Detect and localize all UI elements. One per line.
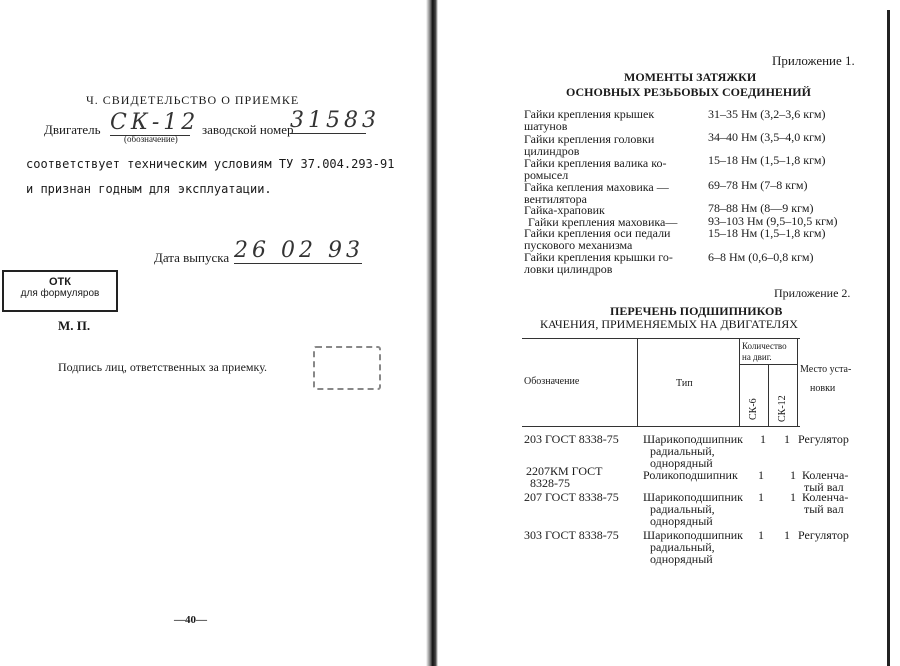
torque-name-line2: шатунов <box>524 119 568 133</box>
certificate-title: Ч. СВИДЕТЕЛЬСТВО О ПРИЕМКЕ <box>86 93 300 107</box>
torque-name-line1: Гайки крепления крышки го- <box>524 250 673 264</box>
torque-name-line1: Гайка-храповик <box>524 203 605 217</box>
bearing-type-line2: радиальный, <box>650 444 715 458</box>
bearing-qty-sk12: 1 <box>784 432 790 446</box>
torque-value: 93–103 Нм (9,5–10,5 кгм) <box>708 214 838 228</box>
bearing-designation: 303 ГОСТ 8338-75 <box>524 528 619 542</box>
book-gutter <box>426 0 438 666</box>
conformity-text: соответствует техническим условиям ТУ 37.004.293-91 <box>26 157 395 171</box>
bearing-qty-sk12: 1 <box>784 528 790 542</box>
table-top-rule <box>522 338 800 339</box>
bearing-type-line2: радиальный, <box>650 502 715 516</box>
header-place-line2: новки <box>810 383 836 394</box>
bearing-place-line2: тый вал <box>804 502 844 516</box>
bearing-place-line2: тый вал <box>804 480 844 494</box>
bearing-type-line1: Шарикоподшипник <box>643 432 744 446</box>
torque-name-line1: Гайки крепления маховика— <box>528 215 678 229</box>
engine-label: Двигатель <box>44 122 101 137</box>
torque-value: 34–40 Нм (3,5–4,0 кгм) <box>708 130 826 144</box>
torque-name-line2: пускового механизма <box>524 238 633 252</box>
bearing-qty-sk12: 1 <box>790 468 796 482</box>
bearing-place: Коленча- <box>802 490 849 504</box>
torque-value: 15–18 Нм (1,5–1,8 кгм) <box>708 153 826 167</box>
signature-text: Подпись лиц, ответственных за приемку. <box>58 360 267 374</box>
torque-name-line2: ромысел <box>524 168 569 182</box>
bearing-place: Регулятор <box>798 432 849 446</box>
torque-name-line1: Гайки крепления оси педали <box>524 226 671 240</box>
torque-name-line2: цилиндров <box>524 144 580 158</box>
bearing-qty-sk12: 1 <box>790 490 796 504</box>
torque-name-line1: Гайка кепления маховика — <box>524 180 669 194</box>
mp-label: М. П. <box>58 318 91 333</box>
release-date-label: Дата выпуска <box>154 250 230 265</box>
bearing-type-line1: Роликоподшипник <box>643 468 738 482</box>
header-bottom-rule <box>522 426 800 427</box>
bearing-type-line1: Шарикоподшипник <box>643 528 744 542</box>
torque-value: 6–8 Нм (0,6–0,8 кгм) <box>708 250 814 264</box>
bearing-qty-sk6: 1 <box>758 490 764 504</box>
appendix2-title-line2: КАЧЕНИЯ, ПРИМЕНЯЕМЫХ НА ДВИГАТЕЛЯХ <box>540 317 798 331</box>
torque-value: 31–35 Нм (3,2–3,6 кгм) <box>708 107 826 121</box>
bearing-designation: 2207КМ ГОСТ <box>526 464 603 478</box>
otk-title: ОТК <box>49 276 71 288</box>
torque-name-line2: ловки цилиндров <box>524 262 613 276</box>
designation-note: (обозначение) <box>124 134 178 144</box>
appendix2-title-line1: ПЕРЕЧЕНЬ ПОДШИПНИКОВ <box>610 304 783 318</box>
torque-name-line2: вентилятора <box>524 192 587 206</box>
torque-name-line1: Гайки крепления валика ко- <box>524 156 667 170</box>
left-page-number: —40— <box>174 614 207 626</box>
header-quantity: Количество на двиг. <box>742 341 787 362</box>
otk-subtitle: для формуляров <box>20 288 100 299</box>
col-divider-1 <box>637 338 638 426</box>
appendix1-title-line2: ОСНОВНЫХ РЕЗЬБОВЫХ СОЕДИНЕНИЙ <box>566 85 811 99</box>
bearing-designation: 203 ГОСТ 8338-75 <box>524 432 619 446</box>
bearing-place: Коленча- <box>802 468 849 482</box>
serial-value: 31583 <box>290 108 380 133</box>
page-edge <box>887 10 890 666</box>
engine-value: СК-12 <box>110 110 200 135</box>
bearing-qty-sk6: 1 <box>760 432 766 446</box>
torque-name-line1: Гайки крепления крышек <box>524 107 655 121</box>
bearing-designation-line2: 8328-75 <box>530 476 570 490</box>
otk-stamp <box>2 270 118 312</box>
header-place-line1: Место уста- <box>800 364 852 375</box>
appendix2-label: Приложение 2. <box>774 286 851 300</box>
approval-text: и признан годным для эксплуатации. <box>26 182 272 196</box>
torque-value: 15–18 Нм (1,5–1,8 кгм) <box>708 226 826 240</box>
release-date-value: 26 02 93 <box>234 238 364 263</box>
header-type: Тип <box>676 378 693 389</box>
bearing-qty-sk6: 1 <box>758 528 764 542</box>
bearing-designation: 207 ГОСТ 8338-75 <box>524 490 619 504</box>
bearing-type-line3: однорядный <box>650 456 713 470</box>
col-divider-2 <box>739 338 740 426</box>
torque-value: 69–78 Нм (7–8 кгм) <box>708 178 808 192</box>
col-divider-4 <box>797 338 798 426</box>
header-sk6: СК-6 <box>748 398 759 420</box>
header-sk12: СК-12 <box>777 395 788 422</box>
serial-label: заводской номер <box>202 122 294 137</box>
bearing-type-line3: однорядный <box>650 514 713 528</box>
col-divider-3 <box>768 364 769 426</box>
bearing-type-line3: однорядный <box>650 552 713 566</box>
appendix1-label: Приложение 1. <box>772 53 855 68</box>
bearing-type-line1: Шарикоподшипник <box>643 490 744 504</box>
signature-stamp <box>313 346 381 390</box>
bearing-type-line2: радиальный, <box>650 540 715 554</box>
torque-name-line1: Гайки крепления головки <box>524 132 655 146</box>
bearing-qty-sk6: 1 <box>758 468 764 482</box>
header-designation: Обозначение <box>524 376 580 387</box>
torque-value: 78–88 Нм (8—9 кгм) <box>708 201 814 215</box>
bearing-place: Регулятор <box>798 528 849 542</box>
appendix1-title-line1: МОМЕНТЫ ЗАТЯЖКИ <box>624 70 757 84</box>
